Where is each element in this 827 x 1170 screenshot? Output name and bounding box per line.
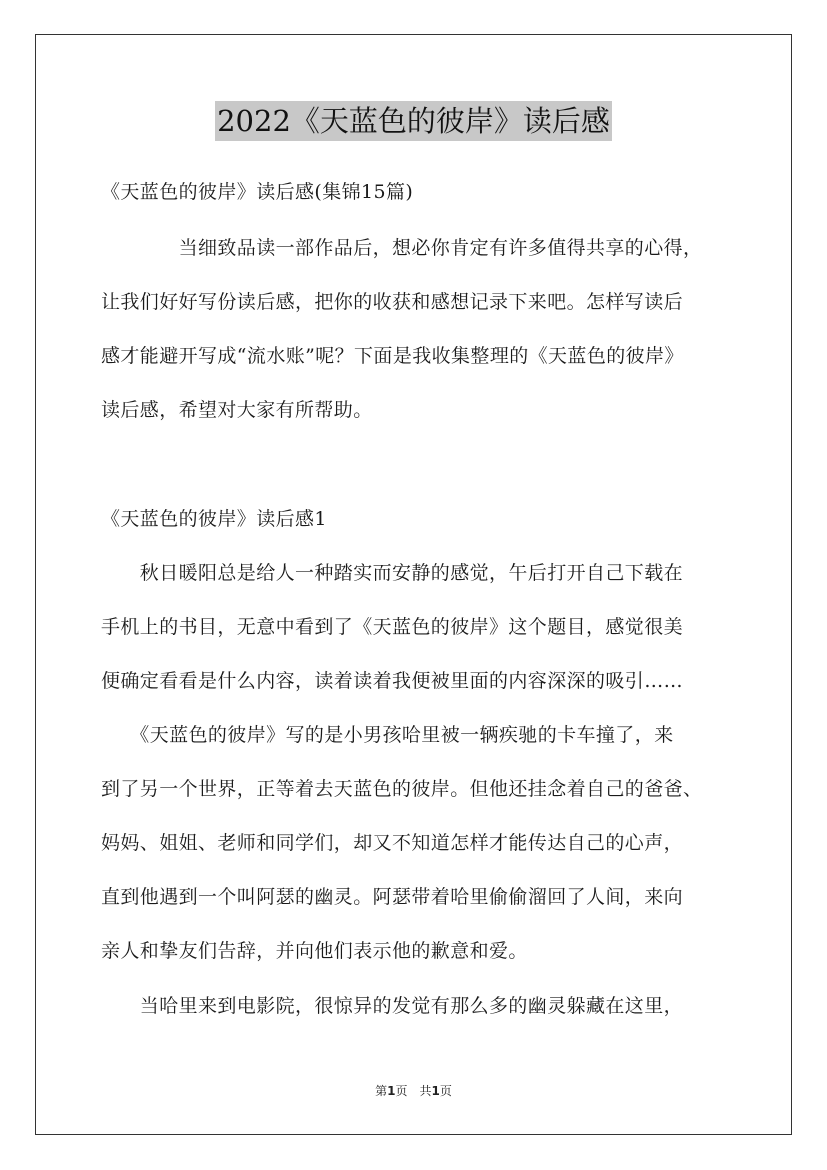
page-footer	[0, 1083, 827, 1099]
body-line: 到了另一个世界，正等着去天蓝色的彼岸。但他还挂念着自己的爸爸、	[101, 778, 703, 800]
section-heading: 《天蓝色的彼岸》读后感1	[101, 508, 327, 530]
body-line: 直到他遇到一个叫阿瑟的幽灵。阿瑟带着哈里偷偷溜回了人间，来向	[101, 886, 684, 908]
document-title: 2022《天蓝色的彼岸》读后感	[215, 101, 612, 141]
document-subtitle: 《天蓝色的彼岸》读后感(集锦15篇)	[101, 181, 414, 203]
intro-line: 读后感，希望对大家有所帮助。	[101, 399, 373, 421]
body-line: 亲人和挚友们告辞，并向他们表示他的歉意和爱。	[101, 940, 528, 962]
title-container	[0, 101, 827, 141]
footer-page-current: 1	[387, 1084, 396, 1098]
footer-page-suffix: 页	[439, 1084, 452, 1098]
body-line: 《天蓝色的彼岸》写的是小男孩哈里被一辆疾驰的卡车撞了，来	[101, 724, 674, 746]
intro-line: 当细致品读一部作品后，想必你肯定有许多值得共享的心得，	[101, 237, 703, 259]
intro-line: 感才能避开写成“流水账”呢？下面是我收集整理的《天蓝色的彼岸》	[101, 345, 684, 367]
intro-line: 让我们好好写份读后感，把你的收获和感想记录下来吧。怎样写读后	[101, 291, 684, 313]
body-line: 妈妈、姐姐、老师和同学们，却又不知道怎样才能传达自己的心声，	[101, 832, 684, 854]
body-line: 便确定看看是什么内容，读着读着我便被里面的内容深深的吸引……	[101, 670, 684, 692]
footer-page-mid: 页 共	[395, 1084, 432, 1098]
body-line: 手机上的书目，无意中看到了《天蓝色的彼岸》这个题目，感觉很美	[101, 616, 684, 638]
body-line: 秋日暖阳总是给人一种踏实而安静的感觉，午后打开自己下载在	[101, 562, 684, 584]
body-line: 当哈里来到电影院，很惊异的发觉有那么多的幽灵躲藏在这里，	[101, 995, 684, 1017]
footer-page-total: 1	[431, 1084, 440, 1098]
footer-page-prefix: 第	[375, 1084, 388, 1098]
